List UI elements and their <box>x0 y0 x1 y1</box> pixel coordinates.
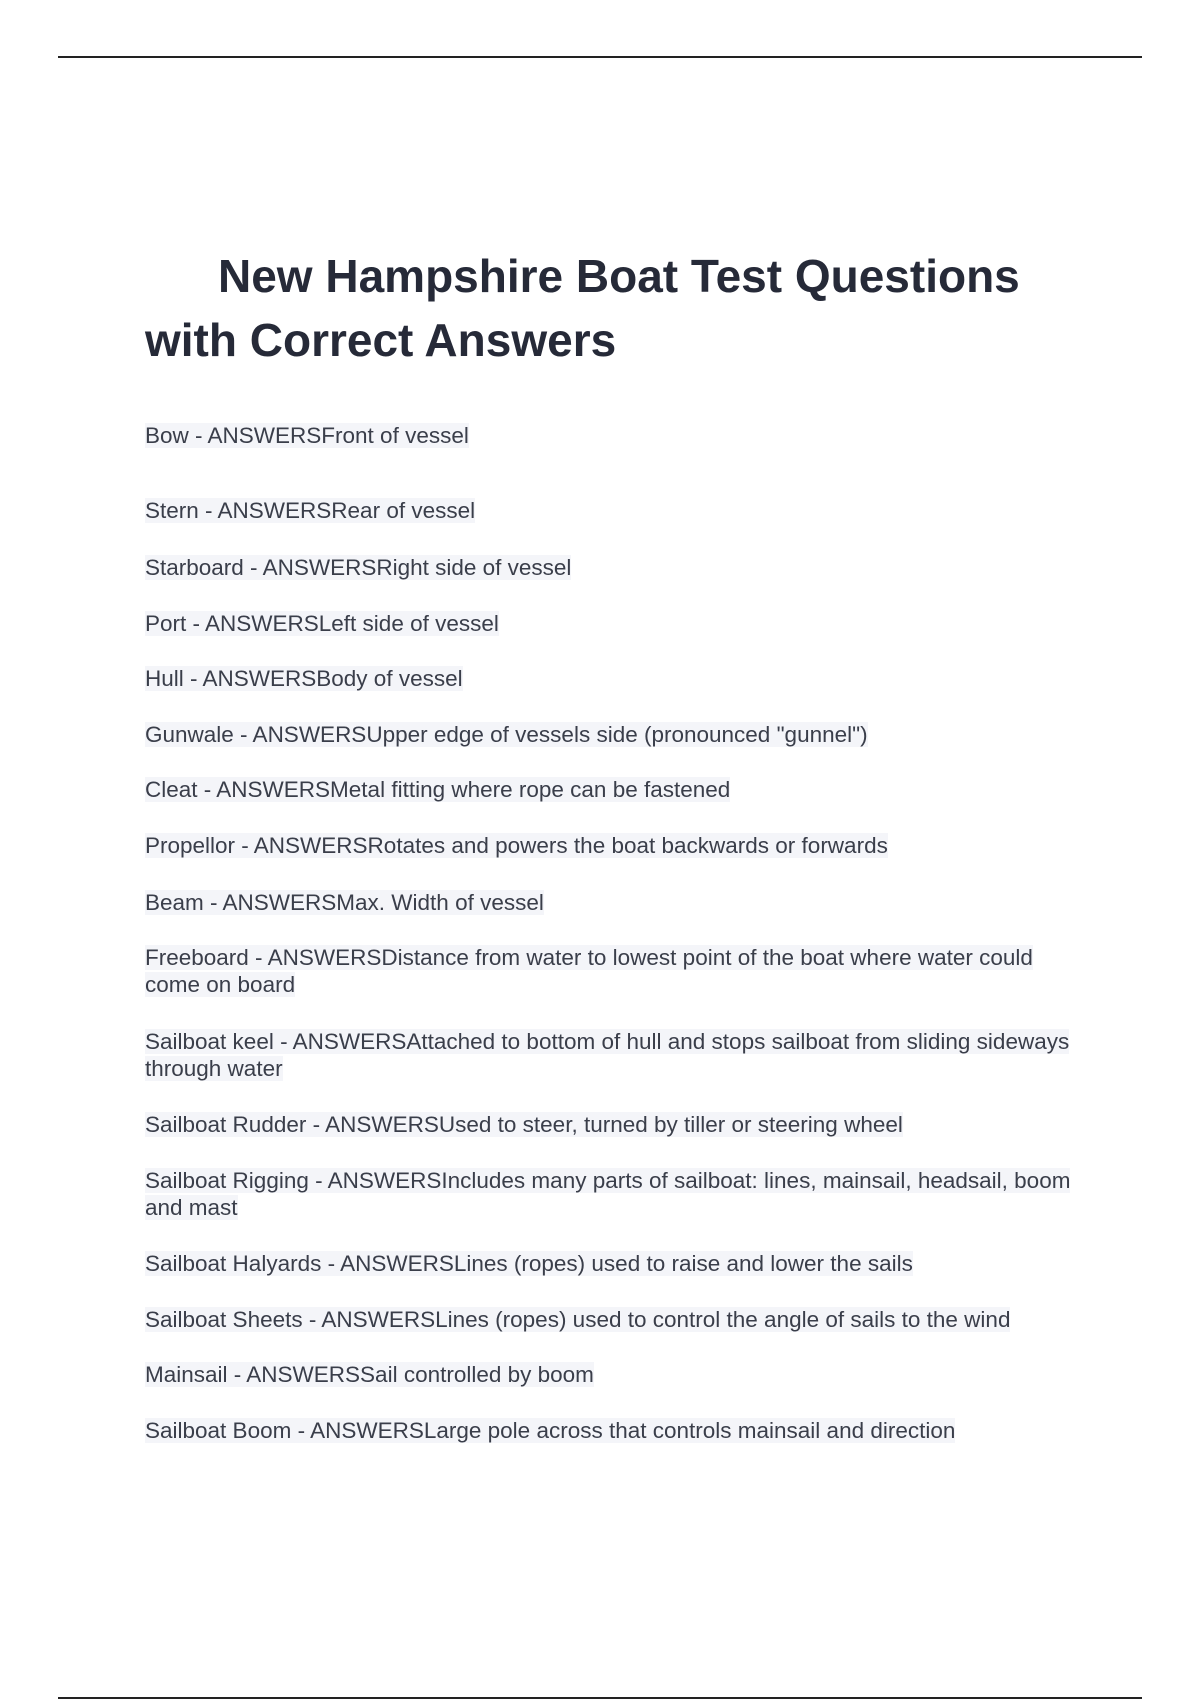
qa-text: Sailboat Boom - ANSWERSLarge pole across that controls mainsail and direction <box>145 1418 956 1443</box>
qa-item <box>145 610 1085 637</box>
qa-item <box>145 1250 1085 1277</box>
qa-text: Sailboat Sheets - ANSWERSLines (ropes) used to control the angle of sails to the wind <box>145 1307 1011 1332</box>
qa-text: Mainsail - ANSWERSSail controlled by boom <box>145 1362 594 1387</box>
qa-text: Bow - ANSWERSFront of vessel <box>145 423 469 448</box>
bottom-divider <box>58 1697 1142 1699</box>
qa-item <box>145 776 1085 803</box>
qa-text: Propellor - ANSWERSRotates and powers the boat backwards or forwards <box>145 833 888 858</box>
qa-item <box>145 1167 1085 1221</box>
qa-item <box>145 944 1085 998</box>
qa-text: Gunwale - ANSWERSUpper edge of vessels side (pronounced "gunnel") <box>145 722 868 747</box>
qa-text: Sailboat Rudder - ANSWERSUsed to steer, turned by tiller or steering wheel <box>145 1112 903 1137</box>
qa-text: Sailboat Halyards - ANSWERSLines (ropes) used to raise and lower the sails <box>145 1251 913 1276</box>
qa-text: Stern - ANSWERSRear of vessel <box>145 498 476 523</box>
qa-text: Hull - ANSWERSBody of vessel <box>145 666 463 691</box>
top-divider <box>58 56 1142 58</box>
qa-text: Sailboat keel - ANSWERSAttached to bottom of hull and stops sailboat from sliding sideways through water <box>145 1029 1070 1081</box>
qa-item <box>145 832 1085 859</box>
qa-item <box>145 554 1085 581</box>
qa-text: Beam - ANSWERSMax. Width of vessel <box>145 890 544 915</box>
qa-text: Port - ANSWERSLeft side of vessel <box>145 611 499 636</box>
qa-item <box>145 1361 1085 1388</box>
qa-text: Cleat - ANSWERSMetal fitting where rope can be fastened <box>145 777 731 802</box>
qa-item <box>145 665 1085 692</box>
qa-item <box>145 889 1085 916</box>
qa-item <box>145 1417 1085 1444</box>
qa-item <box>145 1306 1085 1333</box>
qa-text: Freeboard - ANSWERSDistance from water to lowest point of the boat where water could come on board <box>145 945 1033 997</box>
qa-item <box>145 1028 1085 1082</box>
document-title: New Hampshire Boat Test Questions with Correct Answers <box>145 250 1020 366</box>
qa-text: Sailboat Rigging - ANSWERSIncludes many parts of sailboat: lines, mainsail, headsail, boom and mast <box>145 1168 1071 1220</box>
qa-text: Starboard - ANSWERSRight side of vessel <box>145 555 572 580</box>
qa-item <box>145 497 1085 524</box>
qa-item <box>145 721 1085 748</box>
qa-item <box>145 1111 1085 1138</box>
qa-item <box>145 422 1085 449</box>
